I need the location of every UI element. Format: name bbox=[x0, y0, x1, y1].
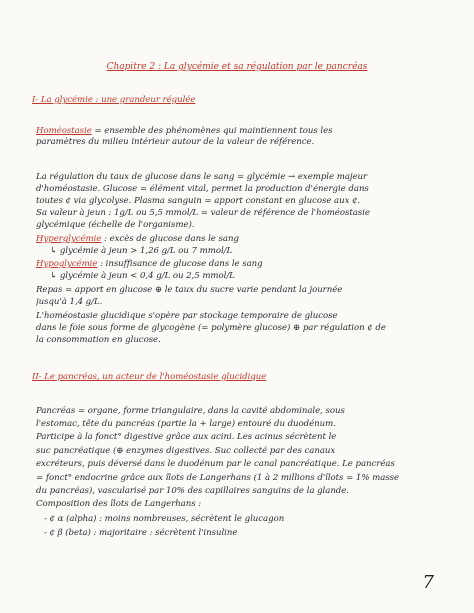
hypoglycemie-detail bbox=[50, 271, 474, 282]
panc-text-10: - ¢ β (beta) : majoritaire : sécrètent l'insuline bbox=[44, 528, 238, 538]
section2-heading bbox=[32, 372, 474, 383]
hyper-detail-text: ↳ glycémie à jeun > 1,26 g/L ou 7 mmol/L bbox=[50, 246, 233, 256]
repas-text-2: jusqu'à 1,4 g/L. bbox=[36, 297, 103, 307]
panc-text-6: = fonct° endocrine grâce aux îlots de Langerhans (1 à 2 millions d'îlots = 1% masse bbox=[36, 473, 400, 483]
panc-text-9: - ¢ α (alpha) : moins nombreuses, sécrètent le glucagon bbox=[44, 514, 285, 524]
regulation-line1 bbox=[36, 172, 474, 183]
regulation-line4 bbox=[36, 208, 474, 219]
homeostasie-glucidique-line1 bbox=[36, 311, 474, 322]
panc-text-8: Composition des îlots de Langerhans : bbox=[36, 499, 202, 509]
page-number: 7 bbox=[422, 572, 434, 593]
homeostasie-glucidique-line2 bbox=[36, 323, 474, 334]
homeostasie-def-1: = ensemble des phénomènes qui maintiennent tous les bbox=[91, 126, 333, 136]
panc-text-5: excréteurs, puis déversé dans le duodénum par le canal pancréatique. Le pancréas bbox=[36, 459, 395, 469]
reg-text-4: Sa valeur à jeun : 1g/L ou 5,5 mmol/L = valeur de référence de l'homéostasie bbox=[36, 208, 370, 218]
panc-text-3: Participe à la fonct° digestive grâce aux acini. Les acinus sécrètent le bbox=[36, 432, 337, 442]
reg-text-2: d'homéostasie. Glucose = élément vital, permet la production d'énergie dans bbox=[36, 184, 369, 194]
section2-heading-text: II- Le pancréas, un acteur de l'homéostasie glucidique bbox=[32, 372, 267, 382]
section1-heading-text: I- La glycémie : une grandeur régulée bbox=[32, 95, 196, 105]
panc-text-2: l'estomac, tête du pancréas (partie la + large) entouré du duodénum. bbox=[36, 419, 336, 429]
panc-text-1: Pancréas = organe, forme triangulaire, dans la cavité abdominale, sous bbox=[36, 406, 345, 416]
repas-line2 bbox=[36, 297, 474, 308]
section1-heading bbox=[32, 95, 474, 106]
hyperglycemie-line bbox=[36, 234, 474, 245]
regulation-line5 bbox=[36, 220, 474, 231]
regulation-line3 bbox=[36, 196, 474, 207]
hypo-detail-text: ↳ glycémie à jeun < 0,4 g/L ou 2,5 mmol/L bbox=[50, 271, 235, 281]
homeostasie-glucidique-line3 bbox=[36, 335, 474, 346]
repas-text-1: Repas = apport en glucose ⊕ le taux du sucre varie pendant la journée bbox=[36, 285, 343, 295]
homeostasie-def-2: paramètres du milieu intérieur autour de la valeur de référence. bbox=[36, 137, 315, 147]
hyperglycemie-def: : excès de glucose dans le sang bbox=[101, 234, 239, 244]
reg-text-5: glycémique (échelle de l'organisme). bbox=[36, 220, 195, 230]
hypoglycemie-line bbox=[36, 259, 474, 270]
pancreas-line4 bbox=[36, 446, 474, 457]
chapter-title bbox=[0, 62, 474, 72]
pancreas-line2 bbox=[36, 419, 474, 430]
panc-text-4: suc pancréatique (⊕ enzymes digestives. Suc collecté par des canaux bbox=[36, 446, 336, 456]
hyperglycemie-term: Hyperglycémie bbox=[36, 234, 102, 244]
pancreas-line6 bbox=[36, 473, 474, 484]
repas-line1 bbox=[36, 285, 474, 296]
pancreas-line7 bbox=[36, 486, 474, 497]
pancreas-line1 bbox=[36, 406, 474, 417]
pancreas-line3 bbox=[36, 432, 474, 443]
hypoglycemie-term: Hypoglycémie bbox=[36, 259, 98, 269]
regulation-line2 bbox=[36, 184, 474, 195]
homeostasie-definition-line2 bbox=[36, 137, 474, 148]
hypoglycemie-def: : insuffisance de glucose dans le sang bbox=[97, 259, 263, 269]
panc-text-7: du pancréas), vascularisé par 10% des capillaires sanguins de la glande. bbox=[36, 486, 349, 496]
pancreas-line8 bbox=[36, 499, 474, 510]
homeostasie-definition-line1 bbox=[36, 126, 474, 137]
homeo-gluc-text-2: dans le foie sous forme de glycogène (= polymère glucose) ⊕ par régulation ¢ de bbox=[36, 323, 386, 333]
chapter-title-text: Chapitre 2 : La glycémie et sa régulation par le pancréas bbox=[106, 62, 368, 72]
reg-text-3: toutes ¢ via glycolyse. Plasma sanguin = apport constant en glucose aux ¢. bbox=[36, 196, 361, 206]
pancreas-line5 bbox=[36, 459, 474, 470]
homeo-gluc-text-3: la consommation en glucose. bbox=[36, 335, 161, 345]
reg-text-1: La régulation du taux de glucose dans le sang = glycémie → exemple majeur bbox=[36, 172, 368, 182]
hyperglycemie-detail bbox=[50, 246, 474, 257]
homeo-gluc-text-1: L'homéostasie glucidique s'opère par stockage temporaire de glucose bbox=[36, 311, 338, 321]
pancreas-line10 bbox=[44, 528, 474, 539]
homeostasie-term: Homéostasie bbox=[36, 126, 92, 136]
pancreas-line9 bbox=[44, 514, 474, 525]
